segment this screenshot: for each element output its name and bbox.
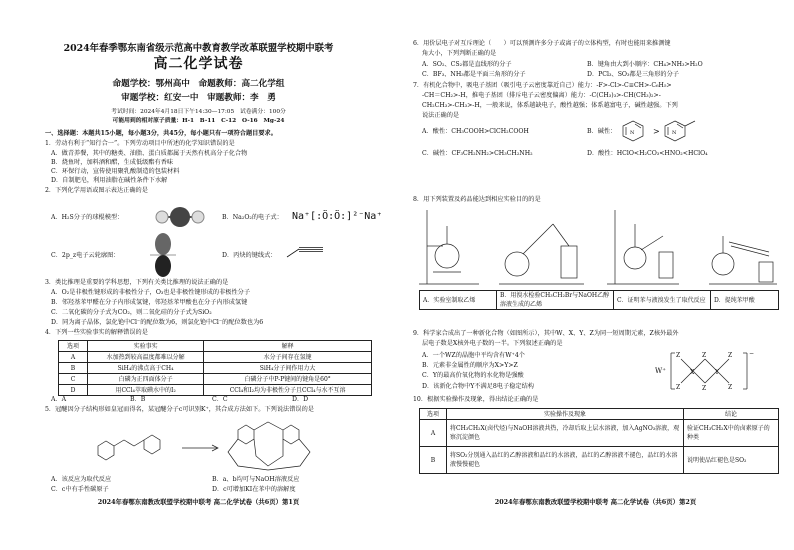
q4-answer-a: A．A	[51, 396, 67, 403]
q5-option-a: A．该反应为取代反应	[51, 476, 112, 483]
q7-option-c: C．碱性：CF₃CH₂NH₂>CH₃CH₂NH₂	[422, 150, 533, 157]
svg-text:X: X	[690, 369, 695, 376]
header-cell: 选项	[59, 341, 88, 352]
svg-text:Z: Z	[676, 352, 681, 359]
svg-text:Y: Y	[715, 369, 719, 376]
table-cell: 说明使品红褪色是SO₂	[684, 447, 779, 474]
q1-option-a: A．做青养餐，其中的糖类、油脂、蛋白质都属于天然有机高分子化合物	[51, 150, 248, 157]
q7-option-b: B．碱性：	[587, 128, 617, 135]
table-cell: 水加热到较高温度都难以分解	[88, 352, 204, 363]
q1-stem: 1．劳动有利于“知行合一”。下列劳动项目中所述的化学知识错误的是	[45, 140, 235, 147]
table-cell: 将SO₂分别通入品红的乙醇溶液和品红的水溶液，品红的乙醇溶液不褪色，品红的水溶液慢慢褪色	[447, 447, 684, 474]
q4-answer-d: D．D	[292, 396, 309, 403]
table-row	[420, 447, 779, 474]
q8-option-d: D．提纯苯甲酸	[711, 291, 779, 310]
table-header-row	[59, 341, 372, 352]
header-cell: 选项	[420, 409, 447, 420]
subject-title: 高二化学试卷	[153, 56, 244, 72]
table-cell: 验证CH₃CH₂X中的卤素原子的种类	[684, 420, 779, 447]
svg-text:W⁺: W⁺	[655, 367, 666, 375]
header-cell: 实验事实	[88, 341, 204, 352]
table-cell: D	[59, 385, 88, 396]
q7-line-3: CH₂CH₃>-CH₃>-H，一般来说，体系越缺电子，酸性越强；体系越富电子，碱性越强。下列	[422, 102, 678, 109]
q5-option-c: C．c中有手性碳原子	[51, 486, 109, 493]
table-cell: 水分子间存在氢键	[204, 352, 372, 363]
q2-option-b: B．Na₂O₂的电子式：	[222, 214, 283, 221]
apparatus-figures-image	[419, 206, 779, 288]
crown-ether-synthesis-image	[78, 418, 328, 474]
table-cell: A	[59, 352, 88, 363]
svg-text:−: −	[749, 350, 755, 357]
table-cell: B	[59, 363, 88, 374]
q2-stem: 2．下列化学用语或图示表达正确的是	[45, 187, 148, 194]
svg-text:N: N	[672, 130, 677, 136]
table-cell: 白磷分子中P-P键间的键角是60°	[204, 374, 372, 385]
table-row	[59, 363, 372, 374]
table-cell: SiH₄分子间作用力大	[204, 363, 372, 374]
table-cell: C	[59, 374, 88, 385]
q6-option-d: D．PCl₃、SO₃都是三角形的分子	[587, 71, 679, 78]
table-cell: A	[420, 420, 447, 447]
table-row	[59, 374, 372, 385]
svg-text:Z: Z	[728, 352, 733, 359]
exam-title: 2024年春季鄂东南省级示范高中教育教学改革联盟学校期中联考	[63, 43, 334, 54]
atomic-masses: 可能用到的相对原子质量：H-1 B-11 C-12 O-16 Mg-24	[112, 118, 285, 124]
q3-option-c: C．二氧化碳的分子式为CO₂，则二氧化硅的分子式为SiO₂	[51, 309, 212, 316]
q3-option-d: D．同为离子晶体，氯化铯中Cl⁻的配位数为6，则氯化铯中Cl⁻的配位数也为6	[51, 319, 264, 326]
q9-option-a: A．一个WZ的晶胞中平均含有W⁺4个	[422, 352, 525, 359]
q8-options-table	[419, 290, 779, 310]
ball-stick-model-image	[150, 202, 210, 232]
q6-option-a: A．SO₂、CS₂都是直线形的分子	[422, 61, 512, 68]
exam-time: 考试时间：2024年4月18日下午14:30—17:05 试卷满分：100分	[111, 109, 286, 115]
reviewer-line: 审题学校：红安一中 审题教师：李 勇	[121, 93, 276, 103]
header-cell: 实验操作及现象	[447, 409, 684, 420]
q7-option-a: A．酸性：CH₃COOH>ClCH₂COOH	[422, 128, 529, 135]
svg-text:N: N	[630, 130, 635, 136]
table-cell: 用CCl₄萃取碘水中的I₂	[88, 385, 204, 396]
q3-stem: 3．类比推理是重要的学科思想，下列有关类比推理的说法正确的是	[45, 279, 229, 286]
q3-option-b: B．邻羟基苯甲醛在分子内形成氢键，邻羟基苯甲酸也在分子内形成氢键	[51, 299, 248, 306]
q8-option-c: C．证明苯与液溴发生了取代反应	[614, 291, 711, 310]
q6-stem-continued: 角大小，下列判断正确的是	[422, 50, 497, 57]
q1-option-c: C．环保行动，宣传使用聚乳酸制造的包装材料	[51, 168, 180, 175]
q7-line-4: 说法正确的是	[422, 112, 460, 119]
q1-option-b: B．烧鱼时，加料酒和醋，生成低级酯有香味	[51, 159, 174, 166]
q4-answer-b: B．B	[130, 396, 146, 403]
header-cell: 结论	[684, 409, 779, 420]
q3-option-a: A．O₂是非极性键形成的非极性分子，O₃也是非极性键形成的非极性分子	[51, 289, 251, 296]
q5-option-b: B．a、b均可与NaOH溶液反应	[212, 476, 300, 483]
table-cell: SiH₄的沸点高于CH₄	[88, 363, 204, 374]
electron-formula: Na⁺[:Ö:Ö:]²⁻Na⁺	[292, 211, 383, 222]
q6-option-b: B．键角由大到小顺序：CH₄>NH₃>H₂O	[587, 61, 703, 68]
page-2	[397, 0, 794, 550]
q4-table	[58, 340, 372, 396]
q5-stem: 5．冠醚因分子结构形如皇冠而得名，某冠醚分子c可识别K⁺，其合成方法如下。下列说法错误的是	[45, 406, 314, 413]
q5-option-d: D．c可增加KI在苯中的溶解度	[212, 486, 296, 493]
table-cell: 白磷为正四面体分子	[88, 374, 204, 385]
svg-text:Z: Z	[702, 352, 707, 359]
q8-option-a: A．实验室制取乙烯	[420, 291, 497, 310]
svg-text:Z: Z	[702, 385, 707, 392]
header-cell: 解释	[204, 341, 372, 352]
table-cell: 将CH₃CH₂X(卤代烃)与NaOH溶液共热，冷却后取上层水溶液，加入AgNO₃溶液，观察沉淀颜色	[447, 420, 684, 447]
q7-option-d: D．酸性：HClO<H₂CO₃<HNO₂<HClO₄	[587, 150, 708, 157]
q10-stem: 10．根据实验操作及现象，得出结论正确的是	[413, 396, 539, 403]
q10-table	[419, 408, 779, 474]
q2-option-a: A．H₂S分子的球棍模型：	[51, 214, 124, 221]
q4-answer-c: C．C	[212, 396, 228, 403]
q1-option-d: D．自制肥皂，利用油脂在碱性条件下水解	[51, 177, 168, 184]
propyne-skeletal-image	[285, 244, 325, 260]
q2-option-c: C．2p_z电子云轮廓图：	[51, 252, 120, 259]
q8-stem: 8．用下列装置及药品能达到相应实验目的的是	[413, 196, 541, 203]
table-header-row	[420, 409, 779, 420]
setter-line: 命题学校：鄂州高中 命题教师：高二化学组	[112, 79, 285, 89]
q7-line-2: -CH＝CH₂>-H，推电子基团（排斥电子云密度偏离）能力：-C(CH₃)₃>-CH(CH₃)₂>-	[422, 92, 661, 99]
q9-option-b: B．元素非金属性的顺序为X>Y>Z	[422, 362, 518, 369]
footer-page-2: 2024年春鄂东南教改联盟学校期中联考 高二化学试卷（共6页）第2页	[494, 498, 697, 506]
q9-line-1: 9．科学家合成出了一种新化合物（如图所示），其中W、X、Y、Z为同一短周期元素，Z核外最外	[413, 330, 679, 337]
table-row	[59, 352, 372, 363]
p-orbital-image	[150, 232, 176, 278]
q8-option-b: B．用溴水检验CH₃CH₂Br与NaOH乙醇溶液生成的乙烯	[497, 291, 614, 310]
table-cell: CCl₄和I₂均为非极性分子且CCl₄与水不互溶	[204, 385, 372, 396]
q4-stem: 4．下列一些实验事实的解释错误的是	[45, 329, 148, 336]
q6-stem: 6．用价层电子对互斥理论（ ）可以预测许多分子或离子的立体构型，有时也能用来推测键	[413, 40, 671, 47]
table-row	[420, 291, 779, 310]
footer-page-1: 2024年春鄂东南教改联盟学校期中联考 高二化学试卷（共6页）第1页	[97, 498, 300, 506]
table-row	[420, 420, 779, 447]
pyridine-comparison-image	[619, 118, 711, 144]
q9-option-d: D．该新化合物中Y不满足8电子稳定结构	[422, 383, 534, 390]
table-cell: B	[420, 447, 447, 474]
svg-text:Z: Z	[676, 384, 681, 391]
q9-option-c: C．Y的最高价氧化物的水化物是强酸	[422, 372, 524, 379]
svg-text:>: >	[653, 127, 660, 136]
q7-line-1: 7．有机化合物中，吸电子基团（吸引电子云密度靠近自己）能力：-F>-Cl>-C≡CH>-C₆H₅>	[413, 82, 672, 89]
q2-option-d: D．丙炔的键线式：	[222, 252, 277, 259]
q6-option-c: C．BF₃、NH₃都是平面三角形的分子	[422, 71, 526, 78]
section-heading: 一、选择题：本题共15小题，每小题3分，共45分，每小题只有一项符合题目要求。	[45, 130, 277, 137]
w-x-y-z-structure-image	[655, 345, 765, 395]
table-row	[59, 385, 372, 396]
svg-text:Z: Z	[728, 384, 733, 391]
q9-line-2: 层电子数是X核外电子数的一半。下列叙述正确的是	[422, 340, 563, 347]
